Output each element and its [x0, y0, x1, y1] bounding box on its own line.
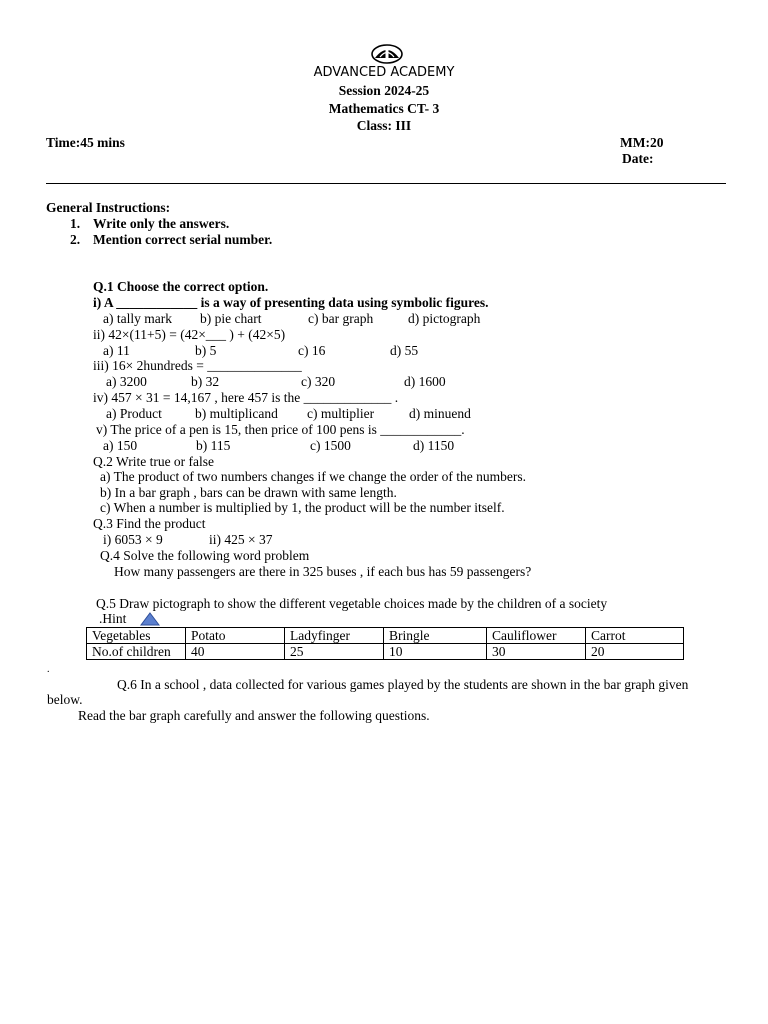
subject: Mathematics CT- 3 [328, 101, 440, 116]
option: d) 55 [390, 343, 419, 358]
option: c) bar graph [308, 311, 374, 326]
triangle-hint-icon [140, 612, 160, 626]
instruction-num: 1. [70, 216, 81, 231]
table-cell: 25 [285, 644, 384, 660]
option: c) 16 [298, 343, 326, 358]
option: a) tally mark [103, 311, 172, 326]
table-cell: 10 [384, 644, 487, 660]
instruction-num: 2. [70, 232, 81, 247]
q3-item: i) 6053 × 9 [103, 532, 163, 547]
option: d) 1600 [404, 374, 446, 389]
q2-title: Q.2 Write true or false [93, 454, 215, 469]
q1-ii-stem: ii) 42×(11+5) = (42×___ ) + (42×5) [93, 327, 286, 342]
table-cell: Bringle [384, 628, 487, 644]
option: a) 150 [103, 438, 138, 453]
table-row [87, 628, 684, 644]
option: a) Product [106, 406, 162, 421]
q2-item: c) When a number is multiplied by 1, the product will be the number itself. [100, 500, 505, 515]
time-label: Time:45 mins [46, 135, 125, 150]
option: b) 5 [195, 343, 217, 358]
q5-hint: .Hint [99, 611, 127, 626]
table-cell: 20 [586, 644, 684, 660]
q2-item: a) The product of two numbers changes if we change the order of the numbers. [100, 469, 526, 484]
option: b) 115 [196, 438, 231, 453]
date-label: Date: [622, 151, 654, 166]
option: b) pie chart [200, 311, 262, 326]
table-row [87, 644, 684, 660]
instruction-item: Write only the answers. [93, 216, 230, 231]
vegetable-table [86, 627, 684, 660]
q3-item: ii) 425 × 37 [209, 532, 273, 547]
q6-line: below. [47, 692, 83, 707]
option: c) 1500 [310, 438, 351, 453]
max-marks: MM:20 [620, 135, 664, 150]
q1-title: Q.1 Choose the correct option. [93, 279, 269, 294]
stray-dot: . [47, 664, 50, 675]
school-logo-icon [369, 42, 405, 64]
table-cell: 40 [186, 644, 285, 660]
class-label: Class: III [356, 118, 412, 133]
instruction-item: Mention correct serial number. [93, 232, 273, 247]
option: d) minuend [409, 406, 471, 421]
option: b) multiplicand [195, 406, 278, 421]
q5-title: Q.5 Draw pictograph to show the different vegetable choices made by the children of a society [96, 596, 608, 611]
q3-title: Q.3 Find the product [93, 516, 206, 531]
option: c) multiplier [307, 406, 375, 421]
q4-text: How many passengers are there in 325 buses , if each bus has 59 passengers? [114, 564, 532, 579]
q6-line: Read the bar graph carefully and answer the following questions. [78, 708, 430, 723]
header-divider [46, 183, 726, 184]
table-cell: Cauliflower [487, 628, 586, 644]
option: b) 32 [191, 374, 220, 389]
table-cell: Carrot [586, 628, 684, 644]
table-cell: Ladyfinger [285, 628, 384, 644]
instructions-title: General Instructions: [46, 200, 171, 215]
session: Session 2024-25 [338, 83, 430, 98]
q4-title: Q.4 Solve the following word problem [100, 548, 310, 563]
table-cell: Vegetables [87, 628, 186, 644]
q1-v-stem: v) The price of a pen is 15, then price of 100 pens is ____________. [96, 422, 465, 437]
q1-iv-stem: iv) 457 × 31 = 14,167 , here 457 is the _____________ . [93, 390, 399, 405]
option: a) 3200 [106, 374, 147, 389]
q2-item: b) In a bar graph , bars can be drawn with same length. [100, 485, 397, 500]
option: d) 1150 [413, 438, 455, 453]
q1-iii-stem: iii) 16× 2hundreds = ______________ [93, 358, 302, 373]
table-cell: No.of children [87, 644, 186, 660]
q6-line: Q.6 In a school , data collected for various games played by the students are shown in the bar graph given [117, 677, 689, 692]
table-cell: Potato [186, 628, 285, 644]
q1-i-stem: i) A ____________ is a way of presenting data using symbolic figures. [93, 295, 489, 310]
option: c) 320 [301, 374, 336, 389]
table-cell: 30 [487, 644, 586, 660]
school-name: ADVANCED ACADEMY [313, 65, 455, 80]
option: d) pictograph [408, 311, 481, 326]
option: a) 11 [103, 343, 130, 358]
